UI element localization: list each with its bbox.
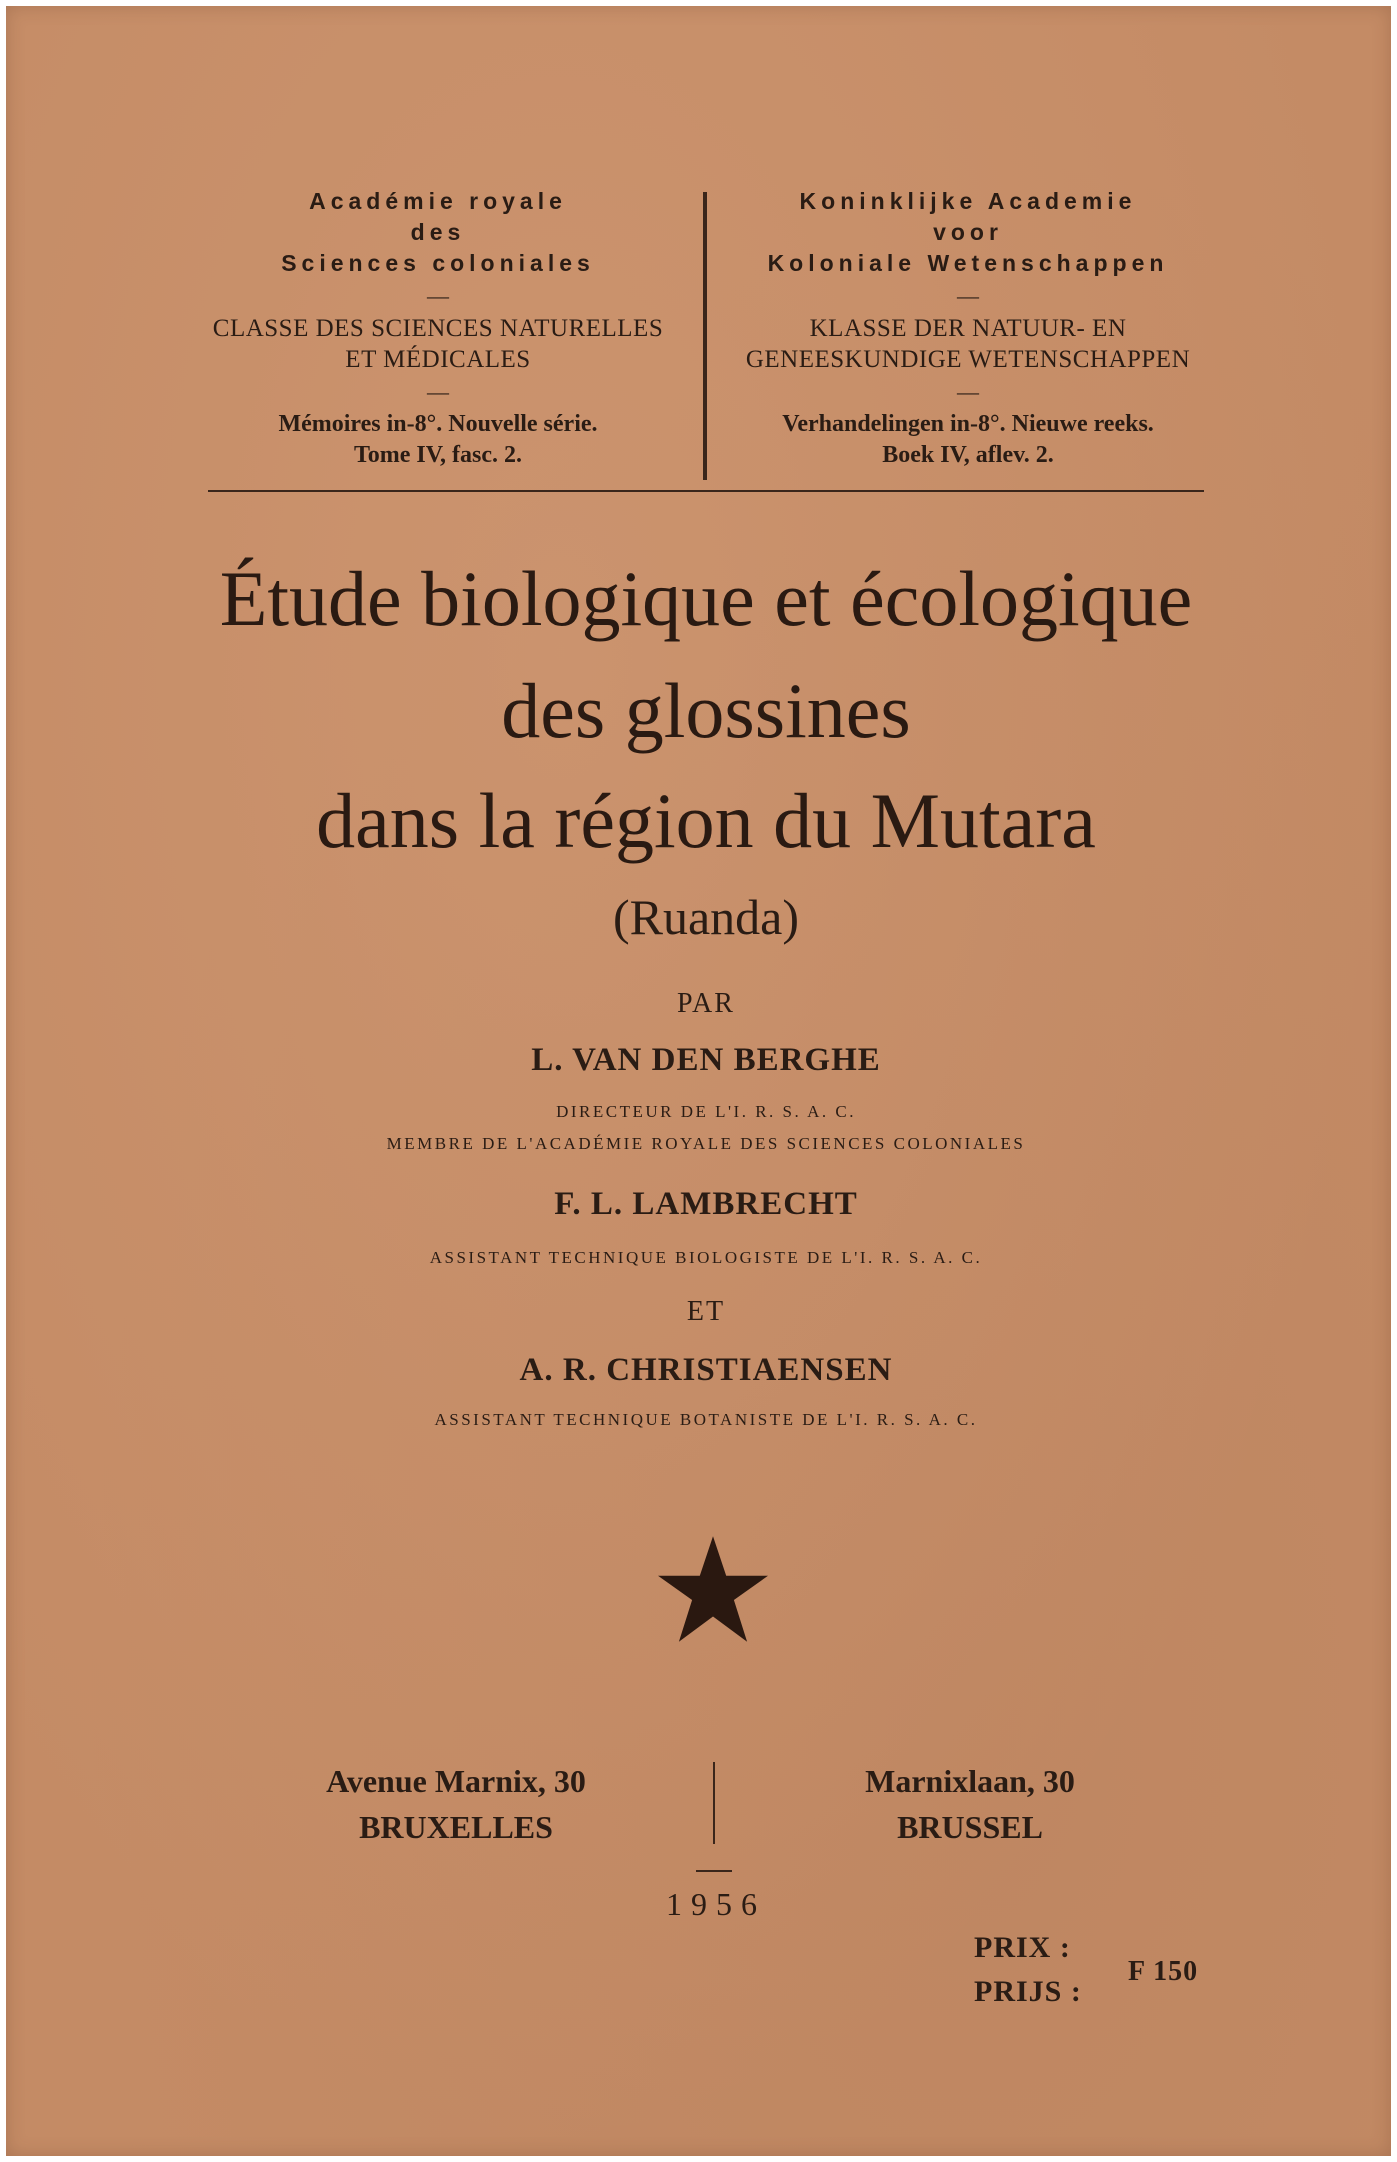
series-fr-line1: Mémoires in-8°. Nouvelle série.	[278, 411, 598, 437]
institution-nl-line3: Koloniale Wetenschappen	[767, 250, 1169, 276]
par-label: PAR	[677, 988, 735, 1019]
price-label-fr: PRIX :	[974, 1931, 1071, 1964]
address-fr-city: BRUXELLES	[359, 1809, 553, 1845]
institution-nl-line2: voor	[933, 219, 1003, 245]
header-french	[178, 186, 698, 471]
book-cover	[6, 6, 1391, 2156]
institution-fr-line3: Sciences coloniales	[281, 250, 595, 276]
author-2-role-1: ASSISTANT TECHNIQUE BIOLOGISTE DE L'I. R. S. A. C.	[429, 1248, 983, 1267]
header-fr-dash: —	[427, 283, 449, 308]
address-nl-street: Marnixlaan, 30	[865, 1763, 1075, 1799]
price-label-nl: PRIJS :	[974, 1975, 1082, 2008]
class-nl-line1: KLASSE DER NATUUR- EN	[809, 315, 1127, 342]
price-labels	[974, 1926, 1082, 2014]
publication-year: 1956	[666, 1886, 766, 1922]
class-fr-line1: CLASSE DES SCIENCES NATURELLES	[212, 315, 664, 342]
header-fr-dash2: —	[427, 379, 449, 404]
institution-nl-line1: Koninklijke Academie	[799, 188, 1137, 214]
header-rule	[208, 490, 1204, 492]
title-line2: des glossines	[501, 667, 911, 754]
author-1-name: L. VAN DEN BERGHE	[531, 1042, 881, 1078]
title-line4: (Ruanda)	[612, 889, 800, 945]
institution-fr-line1: Académie royale	[309, 188, 567, 214]
price-value: F 150	[1128, 1956, 1199, 1987]
address-dutch	[760, 1758, 1180, 1850]
et-label: ET	[686, 1296, 726, 1327]
star-icon	[658, 1534, 768, 1644]
address-french	[246, 1758, 666, 1850]
institution-fr-line2: des	[410, 219, 466, 245]
class-fr-line2: ET MÉDICALES	[345, 346, 531, 373]
year-dash	[696, 1870, 732, 1872]
address-fr-street: Avenue Marnix, 30	[326, 1763, 586, 1799]
author-2-name: F. L. LAMBRECHT	[554, 1186, 858, 1222]
author-1-role-1: DIRECTEUR DE L'I. R. S. A. C.	[556, 1102, 856, 1121]
series-nl-line1: Verhandelingen in-8°. Nieuwe reeks.	[782, 411, 1154, 437]
series-fr-line2: Tome IV, fasc. 2.	[353, 442, 522, 468]
author-3-name: A. R. CHRISTIAENSEN	[519, 1352, 893, 1388]
header-dutch	[708, 186, 1228, 471]
series-nl-line2: Boek IV, aflev. 2.	[882, 442, 1054, 468]
address-nl-city: BRUSSEL	[897, 1809, 1043, 1845]
author-3-role-1: ASSISTANT TECHNIQUE BOTANISTE DE L'I. R. S. A. C.	[434, 1410, 978, 1429]
header-nl-dash: —	[957, 283, 979, 308]
header-nl-dash2: —	[957, 379, 979, 404]
title-line3: dans la région du Mutara	[316, 777, 1096, 864]
address-divider	[713, 1762, 715, 1844]
author-1-role-2: MEMBRE DE L'ACADÉMIE ROYALE DES SCIENCES COLONIALES	[386, 1134, 1026, 1153]
class-nl-line2: GENEESKUNDIGE WETENSCHAPPEN	[745, 346, 1191, 373]
header-divider	[703, 192, 707, 480]
title-line1: Étude biologique et écologique	[219, 555, 1193, 642]
